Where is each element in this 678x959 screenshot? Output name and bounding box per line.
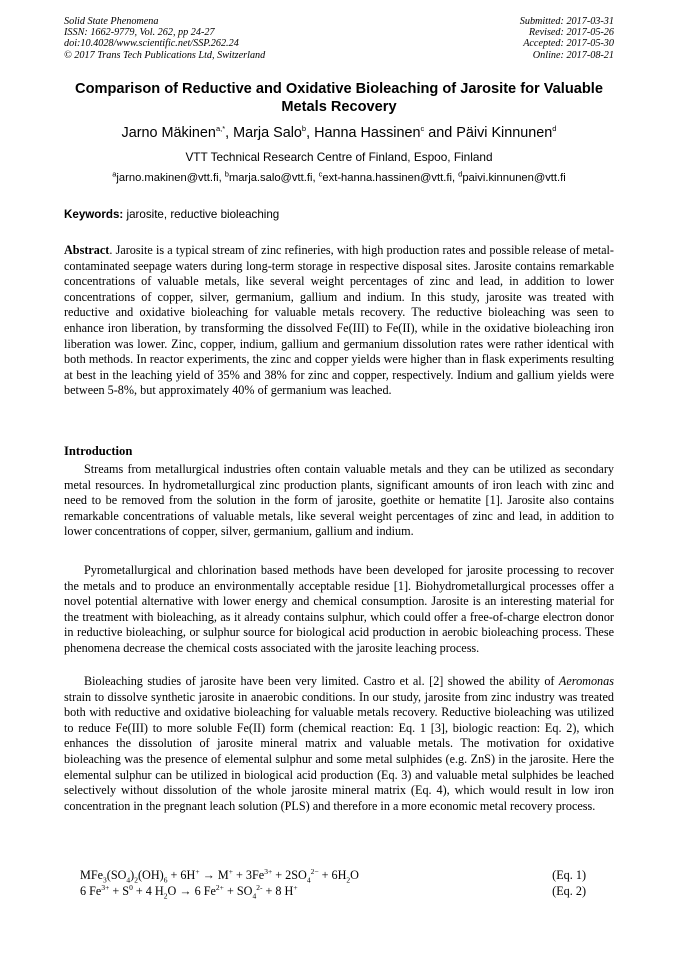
affiliation: VTT Technical Research Centre of Finland, Espoo, Finland	[185, 150, 493, 164]
email-link[interactable]: paivi.kinnunen@vtt.fi	[462, 172, 566, 184]
equation-supscript: +	[228, 866, 233, 876]
keywords-label: Keywords:	[64, 208, 124, 221]
revised-date: Revised: 2017-05-26	[528, 27, 614, 39]
equation-term: + 6H	[167, 868, 196, 882]
journal-doi[interactable]: doi:10.4028/www.scientific.net/SSP.262.24	[64, 38, 239, 50]
email-link[interactable]: jarno.makinen@vtt.fi	[116, 172, 219, 184]
intro-paragraph-2: Pyrometallurgical and chlorination based methods have been developed for jarosite processing to recover the metals and to produce an environmentally acceptable residue [1]. Biohydrometallurgical processes offer a novel potential alternative with lower energy and chemical consumption. Jarosite is an interesting material for the treatment with bioleaching, as it already contains sulphur, which could offer a free-of-charge electron donor in reductive bioleaching, or sulphur source for biological acid production in aerobic bioleaching process. These phenomena decrease the chemical costs associated with the jarosite leaching process.	[64, 563, 614, 655]
intro-paragraph-3: Bioleaching studies of jarosite have been very limited. Castro et al. [2] showed the ability of Aeromonas strain to dissolve synthetic jarosite in anaerobic conditions. In our study, jarosite from zinc industry was treated both with reductive and oxidative bioleaching for valuable metals recovery. Reductive bioleaching was utilized to reduce Fe(III) to more soluble Fe(II) form (chemical reaction: Eq. 1 [3], biologic reaction: Eq. 2), which enhances the dissolution of jarosite mineral matrix and valuable metals. The motivation for oxidative bioleaching was the presence of elemental sulphur and some metal sulphides (e.g. ZnS) in the jarosite. Here the elemental sulphur can be utilized in biological acid production (Eq. 3) and valuable metal sulphides be leached selectively without dissolution of the whole jarosite mineral matrix (Eq. 4), which would result in low iron concentration in the pregnant leach solution (PLS) and therefore in a more economic metal recovery process.	[64, 674, 614, 813]
author-name: Hanna Hassinen	[314, 125, 421, 141]
author-affil-mark: b	[301, 124, 307, 134]
keywords	[64, 208, 614, 222]
intro-paragraph-1: Streams from metallurgical industries often contain valuable metals and they can be utilized as secondary metal resources. In hydrometallurgical zinc production plants, significant amounts of iron leach with zinc and need to be removed from the solution in the form of jarosite, goethite or hematite [1]. Jarosite also contains remarkable concentrations of valuable metals, like several weight percentages of zinc and lead, in addition to lower concentrations of copper, silver, germanium, gallium and indium.	[64, 462, 614, 539]
equation-term: → M	[199, 868, 229, 882]
equation-term: + 4 H	[132, 884, 164, 898]
equation-term: O → 6 Fe	[167, 884, 216, 898]
equation-subscript: 2	[163, 891, 168, 901]
submitted-date: Submitted: 2017-03-31	[519, 16, 614, 27]
equation-label: (Eq. 2)	[552, 884, 586, 898]
copyright: © 2017 Trans Tech Publications Ltd, Switzerland	[64, 49, 266, 61]
equation-term: O	[350, 868, 359, 882]
equation-subscript: 2	[134, 875, 138, 885]
email-link[interactable]: ext-hanna.hassinen@vtt.fi	[322, 172, 452, 184]
equation-term: MFe	[80, 868, 104, 882]
equation-supscript: 2−	[310, 866, 319, 876]
author-name: Jarno Mäkinen	[121, 125, 216, 141]
equation-2	[80, 884, 586, 899]
abstract-text: . Jarosite is a typical stream of zinc refineries, with high production rates and possible release of metal-contaminated seepage waters during long-term storage in respective disposal sites. Jarosite contains remarkable concentrations of valuable metals, like several weight percentages of zinc and lead, in addition to lower concentrations of copper, silver, germanium, gallium and indium. In this study, jarosite was treated with reductive and oxidative bioleaching for valuable metals recovery. The reductive bioleaching was seen to enhance iron liberation, by transforming the dissolved Fe(III) to Fe(II), while in the oxidative bioleaching iron liberation was lower. Zinc, copper, indium, gallium and germanium dissolution rates were rather identical with both methods. In reactor experiments, the zinc and copper yields were higher than in flask experiments resulting at best in the leaching yield of 35% and 38% for zinc and copper, respectively. Indium and gallium yields were between 5-8%, but approximately 40% of germanium was leached.	[64, 243, 614, 398]
equation-subscript: 6	[163, 875, 168, 885]
equation-supscript: 0	[129, 882, 133, 892]
paper-title: Comparison of Reductive and Oxidative Bioleaching of Jarosite for Valuable Metals Recovery	[75, 81, 603, 115]
equation-subscript: 4	[306, 875, 311, 885]
equation-supscript: 3+	[264, 866, 273, 876]
section-heading-introduction: Introduction	[64, 444, 133, 458]
equation-label: (Eq. 1)	[552, 868, 586, 882]
equation-supscript: +	[195, 866, 200, 876]
author-affil-mark: d	[552, 124, 557, 134]
journal-name: Solid State Phenomena	[64, 16, 159, 27]
equation-term: + 3Fe	[232, 868, 265, 882]
author-affil-mark: c	[420, 124, 425, 134]
author-name: Päivi Kinnunen	[456, 125, 553, 141]
equation-body	[80, 882, 298, 901]
accepted-date: Accepted: 2017-05-30	[523, 38, 614, 50]
equation-supscript: 3+	[101, 882, 110, 892]
journal-issn: ISSN: 1662-9779, Vol. 262, pp 24-27	[64, 27, 215, 39]
author-list	[40, 124, 638, 142]
online-date: Online: 2017-08-21	[532, 49, 614, 61]
equation-term: (SO	[106, 868, 127, 882]
email-list: $^a$jarno.makinen@vtt.fi, $^b$marja.salo@vtt.fi, $^c$ext-hanna.hassinen@vtt.fi, $^d$paivi.kinnunen@vtt.fi	[112, 169, 566, 184]
equation-1	[80, 868, 586, 883]
equation-term: )	[130, 868, 135, 882]
author: Marja Salo$^b$,	[233, 124, 315, 141]
equation-supscript: 2+	[215, 882, 224, 892]
author	[456, 125, 556, 141]
abstract-label: Abstract	[64, 243, 110, 257]
organism-name: Aeromonas	[558, 674, 614, 688]
equation-supscript: 2-	[256, 882, 263, 892]
equation-subscript: 4	[126, 875, 131, 885]
author: Hanna Hassinen$^c$ and	[314, 124, 457, 141]
equation-term: + 8 H	[262, 884, 294, 898]
equation-subscript: 4	[252, 891, 257, 901]
equation-term: + 6H	[318, 868, 347, 882]
author-name: Marja Salo	[233, 125, 302, 141]
abstract	[64, 243, 614, 399]
equation-subscript: 3	[103, 875, 107, 885]
journal-info	[64, 16, 265, 61]
author-affil-mark: a,*	[215, 124, 226, 134]
equation-subscript: 2	[346, 875, 351, 885]
keywords-text: jarosite, reductive bioleaching	[123, 208, 280, 221]
equation-term: 6 Fe	[80, 884, 102, 898]
equation-supscript: +	[293, 882, 298, 892]
equation-term: + 2SO	[272, 868, 307, 882]
equation-term: + SO	[223, 884, 253, 898]
date-info	[520, 16, 614, 61]
email-link[interactable]: marja.salo@vtt.fi	[228, 172, 313, 184]
equation-body	[80, 866, 359, 885]
equation-term: (OH)	[137, 868, 164, 882]
author: Jarno Mäkinen$^{a,*}$,	[121, 124, 234, 141]
equation-term: + S	[109, 884, 130, 898]
